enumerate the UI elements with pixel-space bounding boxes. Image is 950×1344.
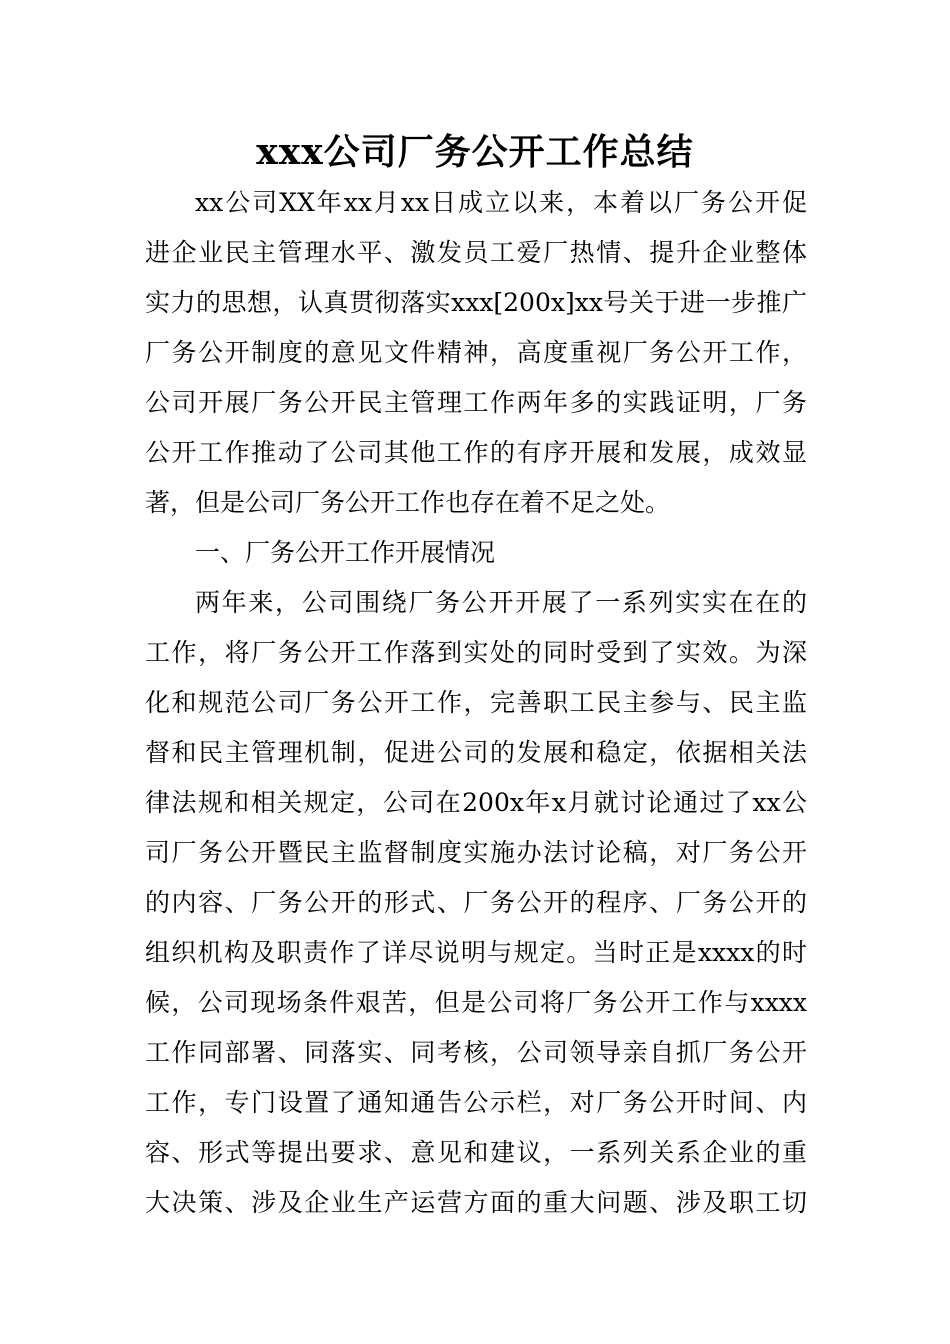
paragraph-line: 组织机构及职责作了详尽说明与规定。当时正是xxxx的时	[145, 938, 807, 967]
paragraph-line: 进企业民主管理水平、激发员工爱厂热情、提升企业整体	[145, 238, 807, 267]
paragraph-line: 化和规范公司厂务公开工作，完善职工民主参与、民主监	[145, 688, 807, 717]
paragraph-line: 律法规和相关规定，公司在200x年x月就讨论通过了xx公	[145, 788, 807, 817]
paragraph-line: 厂务公开制度的意见文件精神，高度重视厂务公开工作，	[145, 338, 807, 367]
section-heading: 一、厂务公开工作开展情况	[195, 538, 496, 567]
paragraph-line: 工作，专门设置了通知通告公示栏，对厂务公开时间、内	[145, 1088, 807, 1117]
paragraph-line: 候，公司现场条件艰苦，但是公司将厂务公开工作与xxxx	[145, 988, 807, 1017]
paragraph-line: 的内容、厂务公开的形式、厂务公开的程序、厂务公开的	[145, 888, 807, 917]
paragraph-line: 督和民主管理机制，促进公司的发展和稳定，依据相关法	[145, 738, 807, 767]
paragraph-line: 实力的思想，认真贯彻落实xxx[200x]xx号关于进一步推广	[145, 288, 807, 317]
paragraph-line: 公司开展厂务公开民主管理工作两年多的实践证明，厂务	[145, 388, 807, 417]
paragraph-line: 公开工作推动了公司其他工作的有序开展和发展，成效显	[145, 438, 807, 467]
paragraph-line: 大决策、涉及企业生产运营方面的重大问题、涉及职工切	[145, 1188, 807, 1217]
paragraph-line: 司厂务公开暨民主监督制度实施办法讨论稿，对厂务公开	[145, 838, 807, 867]
paragraph-line: 容、形式等提出要求、意见和建议，一系列关系企业的重	[145, 1138, 807, 1167]
document-title: xxx公司厂务公开工作总结	[256, 131, 694, 173]
paragraph-line: xx公司XX年xx月xx日成立以来，本着以厂务公开促	[195, 188, 807, 217]
paragraph-line: 工作同部署、同落实、同考核，公司领导亲自抓厂务公开	[145, 1038, 807, 1067]
paragraph-line: 工作，将厂务公开工作落到实处的同时受到了实效。为深	[145, 638, 807, 667]
document-body	[145, 178, 807, 1228]
paragraph-line: 著，但是公司厂务公开工作也存在着不足之处。	[145, 488, 671, 517]
paragraph-line: 两年来，公司围绕厂务公开开展了一系列实实在在的	[195, 588, 807, 617]
